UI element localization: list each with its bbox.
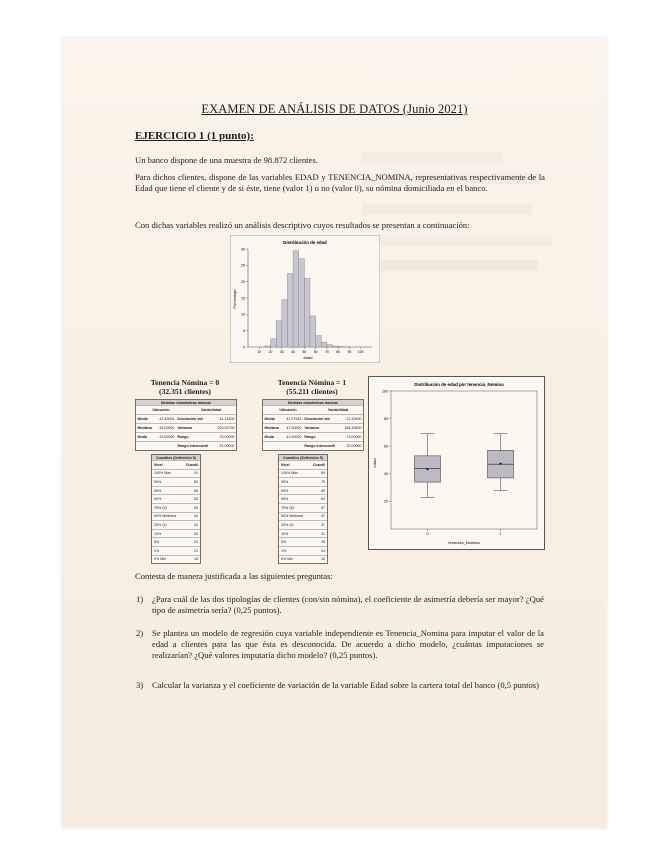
table-0-col-variabilidad: Variabilidad bbox=[200, 408, 222, 412]
quantile-value: 79 bbox=[321, 479, 325, 484]
quantile-level: 5% bbox=[281, 540, 287, 545]
quantile-value: 26 bbox=[194, 531, 198, 536]
table-cell: 75.00000 bbox=[219, 435, 235, 439]
table-0-quantiles-header: Cuantiles (Definición 5) bbox=[152, 455, 200, 460]
histogram-bar bbox=[299, 259, 305, 347]
boxplot-xlabel: tenencia_Nomina bbox=[448, 540, 480, 545]
quantile-value: 57 bbox=[321, 505, 325, 510]
histogram-y-tick-label: 25 bbox=[241, 263, 245, 268]
table-cell: Varianza bbox=[177, 426, 192, 430]
quantile-row bbox=[279, 503, 327, 512]
question-2 bbox=[136, 628, 544, 661]
question-3-number: 3) bbox=[136, 680, 144, 690]
histogram-bar bbox=[310, 316, 316, 347]
quantile-level: 75% Q3 bbox=[154, 505, 167, 510]
boxplot-x-tick-label: 1 bbox=[499, 532, 502, 536]
questions-prompt: Contesta de manera justificada a las siguientes preguntas: bbox=[135, 571, 333, 581]
table-cell: Media bbox=[264, 417, 275, 421]
table-cell: Cuantil bbox=[185, 462, 198, 467]
table-1-title: Tenencia Nómina = 1 bbox=[277, 378, 347, 387]
table-cell: Nivel bbox=[281, 462, 290, 467]
question-2-text: Se plantea un modelo de regresión cuya variable independiente es Tenencia_Nomina para imputar el valor de la edad a clientes para las que ésta es desconocida. De acuerdo a dicho modelo, ¿cuántas imputaciones se realizarían? ¿Qué valores imputaría dicho modelo? (0,25 puntos). bbox=[152, 628, 544, 660]
quantile-row bbox=[279, 520, 327, 529]
table-cell: Desviación std bbox=[304, 417, 330, 421]
quantile-value: 16 bbox=[194, 557, 198, 562]
table-cell: Media bbox=[137, 417, 148, 421]
histogram-svg bbox=[230, 235, 380, 363]
question-2-number: 2) bbox=[136, 628, 144, 638]
quantile-row bbox=[152, 477, 200, 486]
quantile-row bbox=[279, 477, 327, 486]
boxplot-mean-marker bbox=[499, 463, 501, 465]
table-1-quantiles bbox=[278, 454, 328, 564]
table-cell: Nivel bbox=[154, 462, 163, 467]
table-0-quantiles bbox=[151, 454, 201, 564]
histogram-x-tick-label: 80 bbox=[336, 350, 341, 354]
boxplot-y-tick-label: 40 bbox=[384, 472, 388, 477]
quantile-level: 5% bbox=[154, 540, 160, 545]
quantile-row bbox=[279, 512, 327, 521]
quantile-level: 95% bbox=[154, 488, 162, 493]
boxplot-y-tick-label: 80 bbox=[384, 416, 388, 421]
quantile-value: 63 bbox=[194, 497, 198, 502]
quantile-level: 1% bbox=[154, 548, 160, 553]
boxplot-y-tick-label: 20 bbox=[384, 499, 388, 504]
table-cell: Rango bbox=[177, 435, 189, 439]
quantile-level: 25% Q1 bbox=[281, 522, 294, 527]
table-cell: 73.00000 bbox=[346, 435, 362, 439]
histogram-bar bbox=[287, 274, 293, 348]
question-3-text: Calcular la varianza y el coeficiente de variación de la variable Edad sobre la cartera total del banco (0,5 puntos) bbox=[152, 680, 540, 690]
quantile-value: 47 bbox=[321, 514, 325, 519]
quantile-row bbox=[279, 494, 327, 503]
table-cell: 47.00000 bbox=[286, 426, 302, 430]
quantile-level: 99% bbox=[154, 479, 162, 484]
boxplot-ylabel: edad bbox=[372, 458, 377, 468]
histogram-bar bbox=[282, 300, 288, 347]
quantile-value: 91 bbox=[194, 471, 198, 476]
histogram-x-tick-label: 20 bbox=[268, 350, 273, 354]
quantile-value: 44 bbox=[194, 514, 198, 519]
histogram-bar bbox=[321, 342, 327, 347]
quantile-row bbox=[279, 546, 327, 555]
table-cell: Moda bbox=[264, 435, 274, 439]
table-cell: Varianza bbox=[304, 426, 319, 430]
histogram-bar bbox=[276, 321, 282, 347]
boxplot-svg bbox=[369, 377, 544, 549]
quantile-value: 82 bbox=[194, 479, 198, 484]
table-cell: 43.40054 bbox=[159, 417, 175, 421]
table-0-stats-header: Medidas estadísticas básicas bbox=[136, 400, 236, 405]
histogram-x-tick-label: 60 bbox=[313, 350, 318, 354]
table-cell: Rango intercuartil bbox=[177, 444, 209, 448]
table-0-title: Tenencia Nómina = 0 bbox=[150, 378, 220, 387]
quantile-level: 1% bbox=[281, 548, 287, 553]
table-cell: 44.00000 bbox=[159, 426, 175, 430]
quantile-level: 95% bbox=[281, 488, 289, 493]
histogram-title: Distribución de edad bbox=[283, 240, 327, 245]
histogram-bar bbox=[265, 346, 271, 347]
histogram-y-tick-label: 15 bbox=[241, 296, 245, 301]
table-nomina-0 bbox=[135, 378, 235, 564]
quantile-value: 64 bbox=[321, 497, 325, 502]
table-cell: 21.00000 bbox=[219, 444, 235, 448]
table-1-col-ubicacion: Ubicación bbox=[279, 408, 297, 412]
quantile-value: 31 bbox=[321, 531, 325, 536]
quantile-level: 75% Q3 bbox=[281, 505, 294, 510]
exam-title: EXAMEN DE ANÁLISIS DE DATOS (Junio 2021) bbox=[201, 102, 468, 116]
boxplot-y-tick-label: 60 bbox=[384, 444, 388, 449]
quantile-row bbox=[152, 469, 200, 478]
histogram-bar bbox=[304, 278, 310, 347]
quantile-row bbox=[152, 546, 200, 555]
quantile-level: 90% bbox=[281, 497, 289, 502]
table-cell: 20.00000 bbox=[346, 444, 362, 448]
paragraph-2: Para dichos clientes, dispone de las variables EDAD y TENENCIA_NOMINA, representativas respectivamente de la Edad que tiene el cliente y de si éste, tiene (valor 1) o no (valor 0), su nómina domiciliada en el banco. bbox=[135, 172, 545, 193]
table-cell: 43.00000 bbox=[159, 435, 175, 439]
exercise-heading: EJERCICIO 1 (1 punto): bbox=[135, 130, 254, 142]
quantile-level: 25% Q1 bbox=[154, 522, 167, 527]
histogram-x-tick-label: 30 bbox=[279, 350, 284, 354]
histogram-bar bbox=[293, 251, 299, 347]
histogram-bar bbox=[316, 336, 322, 347]
quantile-value: 53 bbox=[194, 505, 198, 510]
histogram-y-tick-label: 5 bbox=[243, 328, 245, 333]
table-cell: Mediana bbox=[264, 426, 279, 430]
table-1-stats bbox=[262, 399, 364, 451]
table-cell: 154.42600 bbox=[344, 426, 362, 430]
quantile-level: 99% bbox=[281, 479, 289, 484]
table-nomina-1 bbox=[262, 378, 362, 564]
table-1-stats-header: Medidas estadísticas básicas bbox=[263, 400, 363, 405]
question-1 bbox=[136, 594, 544, 616]
boxplot-mean-marker bbox=[426, 468, 428, 470]
histogram-x-tick-label: 50 bbox=[302, 350, 307, 354]
quantile-value: 23 bbox=[194, 540, 198, 545]
table-cell: Rango bbox=[304, 435, 316, 439]
histogram-y-tick-label: 10 bbox=[241, 312, 245, 317]
quantile-level: 100% Máx bbox=[154, 471, 171, 476]
table-cell: Desviación std bbox=[177, 417, 203, 421]
table-cell: Mediana bbox=[137, 426, 152, 430]
quantile-level: 10% bbox=[154, 531, 162, 536]
quantile-level: 10% bbox=[281, 531, 289, 536]
quantile-row bbox=[152, 486, 200, 495]
question-1-text: ¿Para cuál de las dos tipologías de clientes (con/sin nómina), el coeficiente de asimetría debería ser mayor? ¿Qué tipo de asimetría sería? (0,25 puntos). bbox=[152, 594, 544, 615]
question-3 bbox=[136, 680, 544, 691]
quantile-row bbox=[152, 494, 200, 503]
quantile-row bbox=[279, 486, 327, 495]
exam-sheet bbox=[62, 38, 607, 828]
quantile-level: 100% Máx bbox=[281, 471, 298, 476]
paragraph-1: Un banco dispone de una muestra de 98.872 clientes. bbox=[135, 155, 318, 165]
histogram-bar bbox=[333, 346, 339, 347]
quantile-row bbox=[279, 529, 327, 538]
histogram-x-tick-label: 40 bbox=[291, 350, 295, 354]
histogram-y-tick-label: 20 bbox=[241, 279, 245, 284]
table-0-stats bbox=[135, 399, 237, 451]
quantile-level: 0% Mín bbox=[154, 557, 167, 562]
quantile-row bbox=[279, 469, 327, 478]
histogram-bar bbox=[271, 339, 277, 347]
table-cell: 41.00000 bbox=[286, 435, 302, 439]
histogram-y-tick-label: 30 bbox=[241, 247, 245, 252]
table-1-col-variabilidad: Variabilidad bbox=[327, 408, 349, 412]
quantile-row bbox=[279, 537, 327, 546]
table-cell: 14.14300 bbox=[219, 417, 235, 421]
quantile-level: 0% Mín bbox=[281, 557, 294, 562]
age-histogram bbox=[230, 235, 380, 368]
histogram-x-tick-label: 10 bbox=[257, 350, 262, 354]
histogram-bar bbox=[327, 345, 333, 347]
quantile-value: 37 bbox=[321, 522, 325, 527]
table-cell: 200.02790 bbox=[217, 426, 235, 430]
quantile-row bbox=[152, 503, 200, 512]
quantile-value: 16 bbox=[321, 557, 325, 562]
boxplot-y-tick-label: 100 bbox=[382, 389, 388, 394]
table-cell: Rango intercuartil bbox=[304, 444, 336, 448]
paragraph-3: Con dichas variables realizó un análisis descriptivo cuyos resultados se presentan a continuación: bbox=[135, 220, 470, 230]
table-1-subtitle: (55.211 clientes) bbox=[286, 387, 338, 396]
quantile-value: 34 bbox=[194, 522, 198, 527]
quantile-value: 24 bbox=[321, 548, 325, 553]
boxplot-frame bbox=[391, 391, 537, 529]
table-1-quantiles-header: Cuantiles (Definición 5) bbox=[279, 455, 327, 460]
quantile-value: 69 bbox=[194, 488, 198, 493]
quantile-level: 50% Mediana bbox=[281, 514, 303, 519]
histogram-x-tick-label: 90 bbox=[347, 350, 352, 354]
quantile-level: 50% Mediana bbox=[154, 514, 176, 519]
quantile-value: 28 bbox=[321, 540, 325, 545]
boxplot-title: Distribución de edad por tenencia_Nomina bbox=[414, 382, 504, 387]
quantile-value: 69 bbox=[321, 488, 325, 493]
histogram-xlabel: edad bbox=[303, 355, 313, 360]
histogram-x-tick-label: 70 bbox=[325, 350, 329, 354]
age-boxplot bbox=[368, 376, 545, 550]
question-1-number: 1) bbox=[136, 594, 144, 604]
table-cell: Moda bbox=[137, 435, 147, 439]
quantile-row bbox=[152, 512, 200, 521]
quantile-value: 21 bbox=[194, 548, 198, 553]
quantile-value: 89 bbox=[321, 471, 325, 476]
quantile-row bbox=[152, 520, 200, 529]
quantile-level: 90% bbox=[154, 497, 162, 502]
table-cell: Cuantil bbox=[312, 462, 325, 467]
quantile-row bbox=[279, 555, 327, 564]
quantile-row bbox=[152, 555, 200, 564]
histogram-y-tick-label: 0 bbox=[243, 345, 245, 350]
table-0-subtitle: (32.351 clientes) bbox=[159, 387, 211, 396]
boxplot-x-tick-label: 0 bbox=[426, 532, 429, 536]
quantile-row bbox=[152, 529, 200, 538]
histogram-ylabel: Porcentaje bbox=[232, 289, 237, 309]
quantile-row bbox=[152, 537, 200, 546]
table-0-col-ubicacion: Ubicación bbox=[152, 408, 170, 412]
table-cell: 47.27943 bbox=[286, 417, 302, 421]
histogram-x-tick-label: 100 bbox=[357, 350, 364, 354]
table-cell: 12.42690 bbox=[346, 417, 362, 421]
